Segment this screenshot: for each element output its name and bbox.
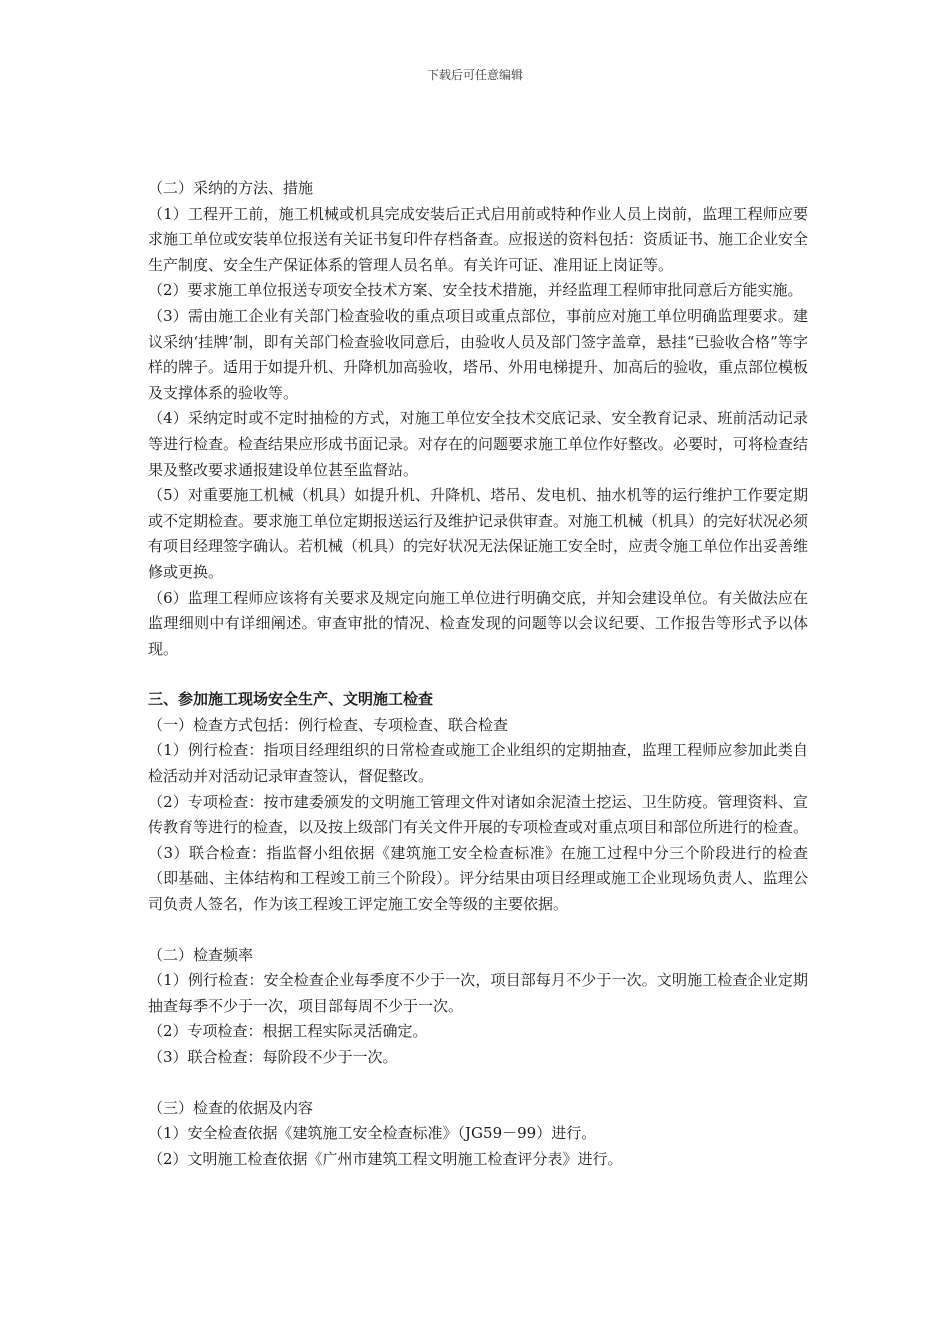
list-item: （4）采纳定时或不定时抽检的方式，对施工单位安全技术交底记录、安全教育记录、班前活动记录等进行检查。检查结果应形成书面记录。对存在的问题要求施工单位作好整改。必要时，可将检查结果及整改要求通报建设单位甚至监督站。 (148, 409, 809, 479)
list-item: （1）工程开工前，施工机械或机具完成安装后正式启用前或特种作业人员上岗前，监理工程师应要求施工单位或安装单位报送有关证书复印件存档备查。应报送的资料包括：资质证书、施工企业安全生产制度、安全生产保证体系的管理人员名单。有关许可证、准用证上岗证等。 (148, 204, 809, 274)
list-item: （1）例行检查：安全检查企业每季度不少于一次，项目部每月不少于一次。文明施工检查企业定期抽查每季不少于一次，项目部每周不少于一次。 (148, 971, 808, 1015)
section-heading: 三、参加施工现场安全生产、文明施工检查 (148, 690, 434, 709)
page-header: 下载后可任意编辑 (426, 68, 523, 82)
subsection-title: （三）检查的依据及内容 (148, 1098, 314, 1117)
subsection-title: （二）采纳的方法、措施 (148, 179, 314, 197)
spacer (148, 1071, 808, 1096)
list-item: （6）监理工程师应该将有关要求及规定向施工单位进行明确交底，并知会建设单位。有关做法应在监理细则中有详细阐述。审查审批的情况、检查发现的问题等以会议纪要、工作报告等形式予以体现。 (148, 588, 808, 658)
list-item: （5）对重要施工机械（机具）如提升机、升降机、塔吊、发电机、抽水机等的运行维护工作要定期或不定期检查。要求施工单位定期报送运行及维护记录供审查。对施工机械（机具）的完好状况必须有项目经理签字确认。若机械（机具）的完好状况无法保证施工安全时，应责令施工单位作出妥善维修或更换。 (148, 486, 809, 581)
spacer (148, 662, 808, 687)
list-item: （2）专项检查：按市建委颁发的文明施工管理文件对诸如余泥渣土挖运、卫生防疫。管理资料、宣传教育等进行的检查，以及按上级部门有关文件开展的专项检查或对重点项目和部位所进行的检查。 (148, 792, 809, 837)
list-item: （3）联合检查：指监督小组依据《建筑施工安全检查标准》在施工过程中分三个阶段进行的检查（即基础、主体结构和工程竣工前三个阶段）。评分结果由项目经理或施工企业现场负责人、监理公司负责人签名，作为该工程竣工评定施工安全等级的主要依据。 (148, 843, 808, 914)
list-item: （3）需由施工企业有关部门检查验收的重点项目或重点部位，事前应对施工单位明确监理要求。建议采纳‘挂牌’制，即有关部门检查验收同意后，由验收人员及部门签字盖章，悬挂“已验收合格”等字样的牌子。适用于如提升机、升降机加高验收，塔吊、外用电梯提升、加高后的验收，重点部位模板及支撑体系的验收等。 (148, 306, 809, 402)
list-item: （1）例行检查：指项目经理组织的日常检查或施工企业组织的定期抽查，监理工程师应参加此类自检活动并对活动记录审查签认，督促整改。 (148, 741, 808, 786)
list-item: （2）专项检查：根据工程实际灵活确定。 (148, 1022, 428, 1041)
list-item: （3）联合检查：每阶段不少于一次。 (148, 1048, 398, 1066)
document-body (148, 176, 808, 1172)
spacer (148, 918, 808, 943)
list-item: （2）文明施工检查依据《广州市建筑工程文明施工检查评分表》进行。 (148, 1149, 623, 1168)
list-item: （1）安全检查依据《建筑施工安全检查标准》（JG59－99）进行。 (148, 1124, 597, 1143)
subsection-title: （二）检查频率 (148, 945, 254, 964)
list-item: （2）要求施工单位报送专项安全技术方案、安全技术措施，并经监理工程师审批同意后方能实施。 (148, 281, 803, 300)
subsection-title: （一）检查方式包括：例行检查、专项检查、联合检查 (148, 715, 509, 734)
